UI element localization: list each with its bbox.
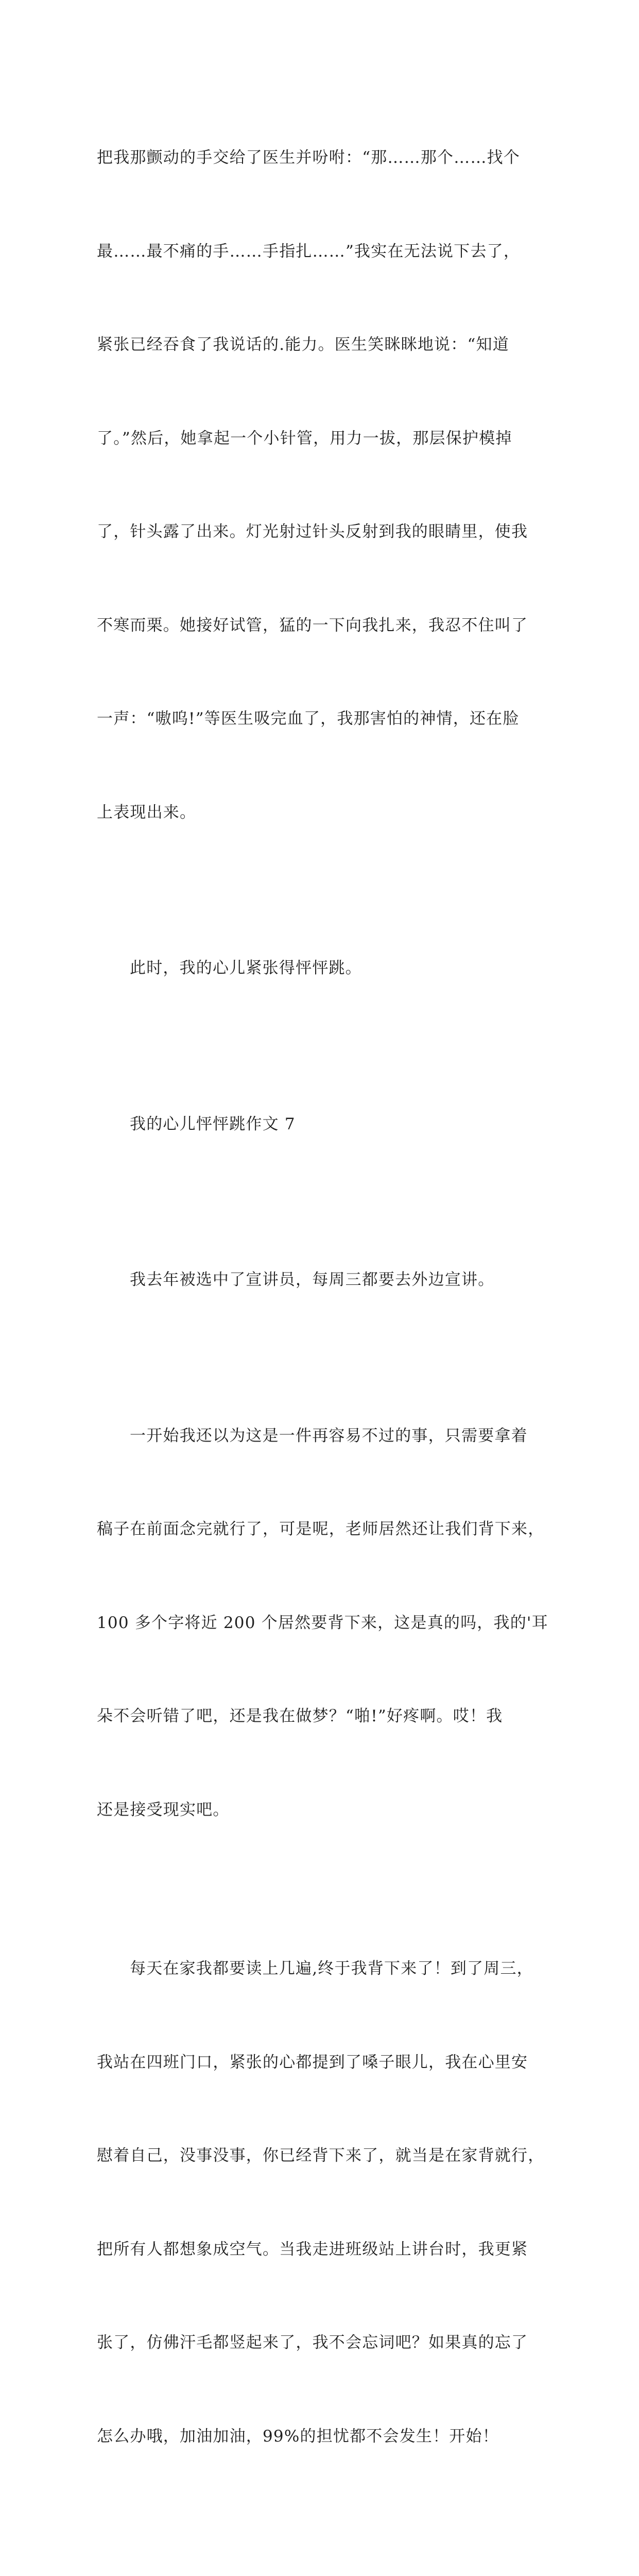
text-line: 把我那颤动的手交给了医生并吩咐：“那……那个……找个	[97, 148, 521, 167]
text-line: 把所有人都想象成空气。当我走进班级站上讲台时，我更紧	[97, 2240, 528, 2259]
text-line: 上表现出来。	[97, 803, 197, 822]
text-line: 最……最不痛的手……手指扎……”我实在无法说下去了，	[97, 242, 521, 261]
text-line: 100 多个字将近 200 个居然要背下来，这是真的吗，我的'耳	[97, 1613, 548, 1632]
text-line: 我的心儿怦怦跳作文 7	[130, 1114, 296, 1133]
paragraph	[97, 80, 550, 890]
text-line: 了。”然后，她拿起一个小针管，用力一拔，那层保护模掉	[97, 429, 512, 448]
section-heading	[97, 1046, 550, 1202]
text-line: 此时，我的心儿紧张得怦怦跳。	[130, 959, 362, 977]
paragraph	[97, 1202, 550, 1358]
text-line: 每天在家我都要读上几遍,终于我背下来了！到了周三，	[130, 1959, 533, 1978]
text-line: 怎么办哦，加油加油，99%的担忧都不会发生！开始！	[97, 2427, 499, 2446]
text-line: 我去年被选中了宣讲员，每周三都要去外边宣讲。	[130, 1270, 495, 1289]
paragraph	[97, 1358, 550, 1888]
text-line: 了，针头露了出来。灯光射过针头反射到我的眼睛里，使我	[97, 522, 528, 541]
text-line: 一开始我还以为这是一件再容易不过的事，只需要拿着	[130, 1426, 528, 1445]
text-line: 还是接受现实吧。	[97, 1800, 230, 1819]
text-line: 我站在四班门口，紧张的心都提到了嗓子眼儿，我在心里安	[97, 2053, 528, 2072]
text-line: 稿子在前面念完就行了，可是呢，老师居然还让我们背下来，	[97, 1520, 545, 1538]
paragraph	[97, 2517, 550, 2576]
paragraph	[97, 890, 550, 1046]
text-line: 张了，仿佛汗毛都竖起来了，我不会忘词吧？如果真的忘了	[97, 2333, 528, 2352]
document-body	[97, 80, 550, 2576]
text-line: 慰着自己，没事没事，你已经背下来了，就当是在家背就行，	[97, 2146, 545, 2165]
text-line: 紧张已经吞食了我说话的.能力。医生笑眯眯地说：“知道	[97, 335, 509, 354]
text-line: 一声：“嗷呜!”等医生吸完血了，我那害怕的神情，还在脸	[97, 709, 520, 728]
text-line: 不寒而栗。她接好试管，猛的一下向我扎来，我忍不住叫了	[97, 616, 528, 635]
text-line: 朵不会听错了吧，还是我在做梦？“啪!”好疼啊。哎！我	[97, 1707, 503, 1725]
paragraph	[97, 1891, 550, 2514]
